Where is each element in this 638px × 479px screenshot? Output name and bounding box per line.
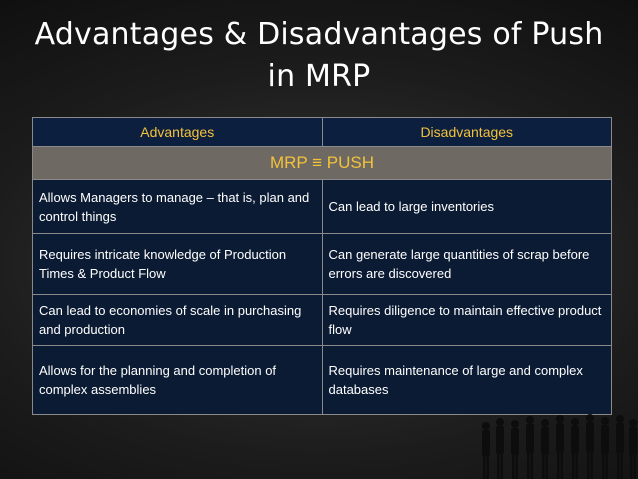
merged-row [33,147,612,180]
disadvantage-cell: Can generate large quantities of scrap before errors are discovered [322,234,612,295]
disadvantage-cell: Requires maintenance of large and complex databases [322,346,612,415]
mrp-push-cell: MRP ≡ PUSH [33,147,612,180]
advantage-cell: Can lead to economies of scale in purchasing and production [33,295,323,346]
advantage-cell: Requires intricate knowledge of Production Times & Product Flow [33,234,323,295]
slide-title [10,14,628,98]
business-people-silhouettes [478,414,638,479]
disadvantage-cell: Requires diligence to maintain effective product flow [322,295,612,346]
header-disadvantages: Disadvantages [322,118,612,147]
disadvantage-cell: Can lead to large inventories [322,180,612,234]
table-row [33,295,612,346]
person-silhouette [482,422,490,479]
table-header-row [33,118,612,147]
comparison-table [32,117,612,415]
advantage-cell: Allows for the planning and completion of complex assemblies [33,346,323,415]
title-line-2: in MRP [267,59,371,94]
table-row [33,180,612,234]
table-row [33,234,612,295]
header-advantages: Advantages [33,118,323,147]
table-row [33,346,612,415]
advantage-cell: Allows Managers to manage – that is, plan and control things [33,180,323,234]
title-line-1: Advantages & Disadvantages of Push [34,17,604,52]
